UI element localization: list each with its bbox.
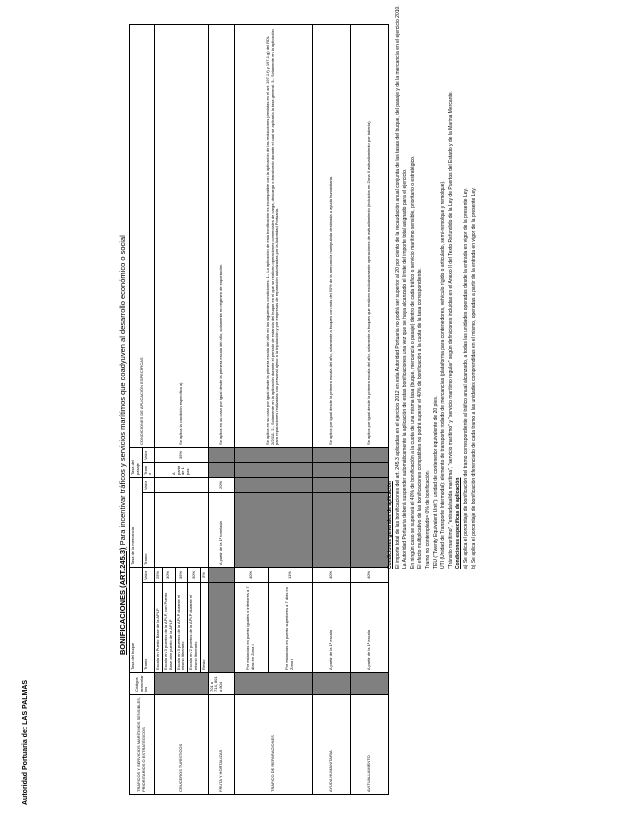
header-pasaje-tramo: Tramo [142,462,155,477]
table-row [155,24,163,794]
table-row [208,24,234,794]
header-codes: Códigos arancelarios [130,673,155,695]
codes-cell [312,673,350,695]
merc-valor [155,477,208,492]
general-condition: El efecto multiplicativo de las bonificaciones compatibles no podrá superar el 40% de bonificación a la cuota de la tasa correspondiente. [417,267,424,569]
buque-tramo: Por estancias en puerto iguales o inferiores a 7 días en Zona I [234,583,268,673]
merc-tramo [234,492,312,567]
buque-valor: 30% [162,567,175,582]
merc-valor: 20% [208,477,234,492]
header-merc-tramo: Tramo [142,492,155,567]
document-title [118,235,127,655]
table-row [350,24,388,794]
codes-fruta: 701 a 714, 801 a 804 [208,673,234,695]
condition-cruceros: Se aplica la condición específica a) [155,24,208,447]
header-tasa-buque: Tasa del buque [130,567,143,672]
specific-conditions-heading: Condiciones específicas de aplicación [455,477,462,569]
pasaje-valor [350,447,388,462]
header-sector: TRÁFICOS Y SERVICIOS MARÍTIMOS SENSIBLES, PRIORITARIOS O ESTRATÉGICOS [130,695,155,795]
header-conditions: CONDICIONES DE APLICACIÓN ESPECÍFICAS [130,24,155,447]
pasaje-valor [312,447,350,462]
condition-fruta: Se aplica en su caso por igual desde la primera escala del año, solamente en régimen de exportación [208,24,234,447]
buque-tramo: Escala en 3 puertos de la APLP durante el mismo Itinerario [175,583,188,673]
buque-tramo: Escala en 2 puertos de la APLP durante el mismo Itinerario [188,583,201,673]
header-pasaje-valor: Valor [142,447,155,462]
merc-tramo [350,492,388,567]
merc-tramo [155,492,208,567]
header-buque-tramo: Tramo [142,583,155,673]
general-condition: El importe total de las bonificaciones del art. 245.3 aplicadas en el ejercicio 2012 en esta Autoridad Portuaria no podrá ser superior al 20 por ciento de la recaudación anual conjunta de las tasas del buque, del pasaje y de la mercancía en el ejercicio 2010. [394,5,401,569]
buque-valor: 30% [188,567,201,582]
buque-tramo: Resto [200,583,208,673]
buque-valor: 5% [200,567,208,582]
buque-valor: 40% [350,567,388,582]
port-authority-title: Autoridad Portuaria de: LAS PALMAS [22,679,29,805]
buque-valor: 35% [175,567,188,582]
buque-valor: 40% [312,567,350,582]
general-condition: La Autoridad Portuaria deberá suspender automáticamente la aplicación de estas bonificaciones una vez que se haya alcanzado el límite del importe total asignado para el ejercicio. [402,168,409,569]
buque-tramo: Escala en Puerto Base de la APLP [155,583,163,673]
buque-tramo: A partir de la 1ª escala [350,583,388,673]
title-bold: BONIFICACIONES (ART.245.3) [118,547,127,655]
table-row [312,24,350,794]
buque-valor: 40% [234,567,268,582]
general-condition: UTI (Unidad de Transporte Intermodal): elemento de transporte rodado de mercancías (plataforma para contenedores, vehículo rígido o articulado, semi-remolque y remolque). [440,180,447,569]
rotated-document [22,5,632,805]
buque-tramo [208,583,234,673]
buque-valor [208,567,234,582]
pasaje-tramo [350,462,388,477]
codes-cell [234,673,312,695]
header-tasa-mercancia: Tasa de la mercancía [130,477,143,567]
general-condition: Tramo no contemplado= 0% de bonificación. [424,470,431,569]
condition-reparaciones: Se aplica en su caso por igual desde la primera escala del año en las siguientes condiciones: 1.- La aplicación de esta bonificación es incompatible con la aplicación de las reducciones previstas en el art. 197.1.f) y 197.1.g) del RDL 2/2011. 2.- Solamente en la aplicación durante el periodo de estancia del buque en el que se realicen operaciones comerciales de carga, descarga o transbordo durante el cual se aplicaría la tasa general. 3.- Solamente en la aplicación para reparaciones realizadas con personal ajeno a la tripulación y por empresas de reparación autorizadas por la Autoridad Portuaria. [234,24,312,447]
pasaje-valor [208,447,234,462]
pasaje-tramo: A partir de 1 pax [155,462,208,477]
condition-avituallamiento: Se aplica por igual desde la primera escala del año, solamente a buques que realicen exclusivamente operaciones de avituallamiento (incluidos en Zona II avituallamiento por tubería) [350,24,388,447]
sector-avituallamiento: AVITUALLAMIENTO [350,695,388,795]
buque-valor: 11% [268,567,312,582]
codes-cell [155,673,208,695]
general-condition: "Tránsito marítimo", "entrada/salida marítima", "servicio marítimo" y "servicio marítimo regular" según definiciones incluidas en el Anexo II del Texto Refundido de la Ley de Puertos del Estado y de la Marina Mercante. [447,90,454,569]
general-conditions-heading: Condiciones generales de aplicación [387,481,393,569]
buque-tramo: Escala en 3 puertos de la APLP, con Puerto Base otro puerto de la APLP [162,583,175,673]
sector-ayuda: AYUDA HUMANITARIA [312,695,350,795]
sector-reparaciones: TRÁFICO DE REPARACIONES [234,695,312,795]
header-buque-valor: Valor [142,567,155,582]
pasaje-tramo [312,462,350,477]
buque-tramo: A partir de la 1ª escala [312,583,350,673]
merc-valor [312,477,350,492]
table-row [234,24,268,794]
bonificaciones-table [129,24,389,795]
buque-valor: 25% [155,567,163,582]
condition-ayuda: Se aplica por igual desde la primera escala del año, solamente a buques con más del 50% de la mercancía manipulada destinada a ayuda humanitaria. [312,24,350,447]
buque-tramo: Por estancias en puerto superiores a 7 días en Zona I [268,583,312,673]
title-rest: Para incentivar tráficos y servicios marítimos que coadyuven al desarrollo económico o social [118,235,127,548]
general-condition: TEU ("Twenty Equivalent Unit"): unidad de contenedor equivalente de 20 pies. [432,395,439,569]
general-condition: En ningún caso se superará el 40% de bonificación a la cuota de una misma tasa (buque, mercancía o pasaje) dentro de cada tráfico o servicio marítimo sensible, prioritario o estratégico. [409,155,416,569]
header-merc-valor: Valor [142,477,155,492]
pasaje-valor [234,447,312,462]
pasaje-tramo [208,462,234,477]
conditions-notes [387,5,478,569]
codes-cell [350,673,388,695]
pasaje-valor: 35% [155,447,208,462]
merc-tramo: A partir de la 1ª tonelada [208,492,234,567]
merc-valor [234,477,312,492]
specific-condition: a) Se aplica el porcentaje de bonificación del tramo correspondiente al tráfico anual alcanzado, a todas las unidades operadas desde la entrada en vigor de la presente Ley. [462,188,469,569]
sector-cruceros: CRUCEROS TURÍSTICOS [155,695,208,795]
merc-tramo [312,492,350,567]
pasaje-tramo [234,462,312,477]
sector-fruta: FRUTA Y HORTALIZAS [208,695,234,795]
merc-valor [350,477,388,492]
header-tasa-pasaje: Tasa del pasaje [130,447,143,477]
specific-condition: b) Se aplica el porcentaje de bonificación diferenciado de cada tramo a las unidades comprendidas en el mismo, operadas a partir de la entrada en vigor de la presente Ley. [470,187,477,569]
